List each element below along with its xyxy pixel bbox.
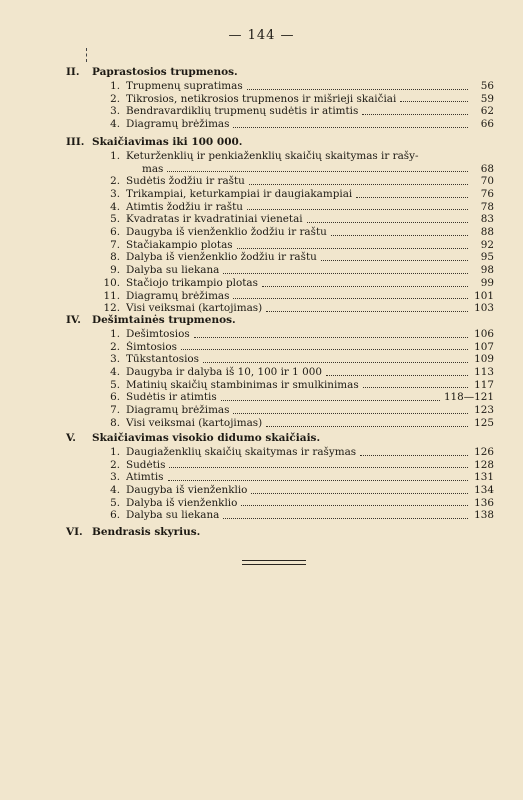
entry-page: 62 xyxy=(480,105,494,118)
entry-page: 138 xyxy=(474,509,494,522)
entry-number: 11. xyxy=(103,289,120,302)
entry-number: 1. xyxy=(110,445,120,458)
leader-dots xyxy=(168,479,468,481)
entry-number: 6. xyxy=(110,509,120,522)
entry-page: 103 xyxy=(474,302,494,315)
entry-number: 8. xyxy=(110,416,120,429)
toc-entry xyxy=(102,264,494,277)
entry-number: 3. xyxy=(110,471,120,484)
toc-entry xyxy=(102,446,494,459)
entry-title: Bendravardiklių trupmenų sudėtis ir atimtis xyxy=(126,105,359,118)
entry-page: 101 xyxy=(474,289,494,302)
entry-title: Visi veiksmai (kartojimas) xyxy=(126,416,263,429)
entry-number: 2. xyxy=(110,340,120,353)
entry-page: 99 xyxy=(480,276,494,289)
toc-entry xyxy=(102,213,494,226)
section-number: VI. xyxy=(66,526,83,538)
leader-dots xyxy=(262,285,468,287)
entry-page: 92 xyxy=(480,238,494,251)
pencil-mark xyxy=(86,48,89,62)
entry-page: 126 xyxy=(474,445,494,458)
entry-number: 10. xyxy=(103,276,120,289)
entry-title: Dalyba su liekana xyxy=(126,509,220,522)
entry-page: 109 xyxy=(474,353,494,366)
toc-entry xyxy=(102,391,494,404)
leader-dots xyxy=(356,196,468,198)
entry-page: 106 xyxy=(474,327,494,340)
entry-title: Keturženklių ir penkiaženklių skaičių skaitymas ir rašy- xyxy=(126,149,419,162)
entry-number: 7. xyxy=(110,404,120,417)
toc-entry xyxy=(102,105,494,118)
entry-page: 134 xyxy=(474,484,494,497)
toc-item-list xyxy=(102,446,494,522)
entry-number: 2. xyxy=(110,458,120,471)
entry-title: Dalyba iš vienženklio žodžiu ir raštu xyxy=(126,251,317,264)
section-number: III. xyxy=(66,136,85,148)
leader-dots xyxy=(241,504,468,506)
leader-dots xyxy=(223,517,468,519)
entry-number: 12. xyxy=(103,302,120,315)
leader-dots xyxy=(233,297,468,299)
leader-dots xyxy=(400,100,468,102)
entry-page: 113 xyxy=(474,366,494,379)
entry-title: Dalyba iš vienženklio xyxy=(126,496,238,509)
toc-item-list xyxy=(102,80,494,131)
entry-page: 88 xyxy=(480,226,494,239)
leader-dots xyxy=(251,492,468,494)
toc-entry xyxy=(102,188,494,201)
entry-page: 136 xyxy=(474,496,494,509)
entry-page: 76 xyxy=(480,188,494,201)
toc-entry xyxy=(102,404,494,417)
toc-entry xyxy=(102,118,494,131)
section-number: II. xyxy=(66,66,80,78)
leader-dots xyxy=(326,374,468,376)
leader-dots xyxy=(266,425,468,427)
entry-page: 56 xyxy=(480,79,494,92)
toc-section xyxy=(66,65,494,131)
leader-dots xyxy=(307,221,468,223)
entry-page: 128 xyxy=(474,458,494,471)
entry-number: 5. xyxy=(110,496,120,509)
entry-number: 2. xyxy=(110,175,120,188)
entry-title: Stačiojo trikampio plotas xyxy=(126,276,258,289)
entry-title: Trupmenų supratimas xyxy=(126,79,243,92)
entry-title: Kvadratas ir kvadratiniai vienetai xyxy=(126,213,303,226)
entry-number: 5. xyxy=(110,378,120,391)
section-title xyxy=(66,65,494,79)
entry-page: 118—121 xyxy=(443,391,494,404)
entry-page: 131 xyxy=(474,471,494,484)
toc-entry xyxy=(102,80,494,93)
entry-title: Dešimtosios xyxy=(126,327,190,340)
toc-item-list xyxy=(102,150,494,315)
entry-page: 107 xyxy=(474,340,494,353)
entry-title: Daugyba iš vienženklio žodžiu ir raštu xyxy=(126,226,327,239)
entry-number: 4. xyxy=(110,200,120,213)
toc-entry xyxy=(102,226,494,239)
entry-number: 6. xyxy=(110,226,120,239)
entry-number: 4. xyxy=(110,118,120,131)
entry-number: 4. xyxy=(110,484,120,497)
leader-dots xyxy=(237,247,468,249)
leader-dots xyxy=(247,88,468,90)
leader-dots xyxy=(266,310,468,312)
entry-page: 59 xyxy=(480,92,494,105)
leader-dots xyxy=(331,234,468,236)
entry-number: 2. xyxy=(110,92,120,105)
leader-dots xyxy=(169,466,468,468)
entry-title: Diagramų brėžimas xyxy=(126,289,230,302)
toc-entry xyxy=(102,459,494,472)
section-title-text: Skaičiavimas iki 100 000. xyxy=(92,136,243,148)
entry-number: 3. xyxy=(110,353,120,366)
entry-page: 68 xyxy=(480,162,494,175)
leader-dots xyxy=(167,170,468,172)
toc-entry xyxy=(102,341,494,354)
toc-entry xyxy=(102,328,494,341)
entry-title: Stačiakampio plotas xyxy=(126,238,233,251)
toc-section xyxy=(66,135,494,315)
toc-entry xyxy=(102,277,494,290)
toc-entry xyxy=(102,497,494,510)
section-title-text: Paprastosios trupmenos. xyxy=(92,66,238,78)
end-rule xyxy=(242,560,306,565)
toc-section xyxy=(66,525,494,539)
entry-number: 5. xyxy=(110,213,120,226)
entry-title: Atimtis žodžiu ir raštu xyxy=(126,200,243,213)
entry-title-continuation: mas xyxy=(142,162,164,175)
entry-number: 1. xyxy=(110,79,120,92)
leader-dots xyxy=(223,272,468,274)
leader-dots xyxy=(203,361,468,363)
section-title-text: Skaičiavimas visokio didumo skaičiais. xyxy=(92,432,321,444)
leader-dots xyxy=(194,336,468,338)
section-title xyxy=(66,525,494,539)
entry-number: 3. xyxy=(110,105,120,118)
entry-title: Sudėtis ir atimtis xyxy=(126,391,217,404)
entry-page: 78 xyxy=(480,200,494,213)
entry-title: Matinių skaičių stambinimas ir smulkinimas xyxy=(126,378,359,391)
section-title-text: Bendrasis skyrius. xyxy=(92,526,201,538)
entry-number: 8. xyxy=(110,251,120,264)
entry-number: 6. xyxy=(110,391,120,404)
section-title xyxy=(66,313,494,327)
entry-number: 3. xyxy=(110,188,120,201)
entry-number: 9. xyxy=(110,264,120,277)
toc-entry xyxy=(102,484,494,497)
toc-entry xyxy=(102,379,494,392)
toc-entry xyxy=(102,150,494,163)
leader-dots xyxy=(249,183,468,185)
entry-number: 4. xyxy=(110,366,120,379)
entry-number: 7. xyxy=(110,238,120,251)
section-title xyxy=(66,431,494,445)
entry-title: Diagramų brėžimas xyxy=(126,118,230,131)
toc-entry xyxy=(102,353,494,366)
entry-page: 95 xyxy=(480,251,494,264)
entry-title: Šimtosios xyxy=(126,340,177,353)
entry-title: Tūkstantosios xyxy=(126,353,199,366)
entry-page: 125 xyxy=(474,416,494,429)
toc-item-list xyxy=(102,328,494,430)
leader-dots xyxy=(181,348,468,350)
leader-dots xyxy=(363,386,468,388)
section-number: V. xyxy=(66,432,76,444)
entry-title: Visi veiksmai (kartojimas) xyxy=(126,302,263,315)
toc-entry-continuation xyxy=(102,163,494,176)
entry-page: 83 xyxy=(480,213,494,226)
leader-dots xyxy=(321,259,468,261)
toc-entry xyxy=(102,366,494,379)
entry-number: 1. xyxy=(110,327,120,340)
section-number: IV. xyxy=(66,314,81,326)
toc-entry xyxy=(102,417,494,430)
entry-title: Daugyba iš vienženklio xyxy=(126,484,248,497)
entry-page: 70 xyxy=(480,175,494,188)
leader-dots xyxy=(233,412,468,414)
entry-title: Daugiaženklių skaičių skaitymas ir rašymas xyxy=(126,445,357,458)
entry-title: Tikrosios, netikrosios trupmenos ir mišrieji skaičiai xyxy=(126,92,397,105)
toc-section xyxy=(66,313,494,430)
entry-page: 98 xyxy=(480,264,494,277)
entry-title: Diagramų brėžimas xyxy=(126,404,230,417)
toc-entry xyxy=(102,509,494,522)
toc-entry xyxy=(102,239,494,252)
toc-entry xyxy=(102,290,494,303)
toc-entry xyxy=(102,201,494,214)
leader-dots xyxy=(362,113,468,115)
leader-dots xyxy=(233,126,468,128)
entry-page: 123 xyxy=(474,404,494,417)
toc-entry xyxy=(102,175,494,188)
section-title-text: Dešimtainės trupmenos. xyxy=(92,314,236,326)
entry-title: Sudėtis žodžiu ir raštu xyxy=(126,175,245,188)
entry-title: Atimtis xyxy=(126,471,164,484)
toc-section xyxy=(66,431,494,522)
toc-entry xyxy=(102,252,494,265)
leader-dots xyxy=(247,208,468,210)
page-number: — 144 — xyxy=(228,28,295,43)
entry-title: Dalyba su liekana xyxy=(126,264,220,277)
entry-title: Daugyba ir dalyba iš 10, 100 ir 1 000 xyxy=(126,366,322,379)
toc-entry xyxy=(102,471,494,484)
entry-page: 117 xyxy=(474,378,494,391)
entry-title: Sudėtis xyxy=(126,458,166,471)
entry-page: 66 xyxy=(480,118,494,131)
leader-dots xyxy=(360,454,468,456)
section-title xyxy=(66,135,494,149)
entry-number: 1. xyxy=(110,149,120,162)
toc-entry xyxy=(102,93,494,106)
entry-title: Trikampiai, keturkampiai ir daugiakampiai xyxy=(126,188,353,201)
leader-dots xyxy=(221,399,440,401)
